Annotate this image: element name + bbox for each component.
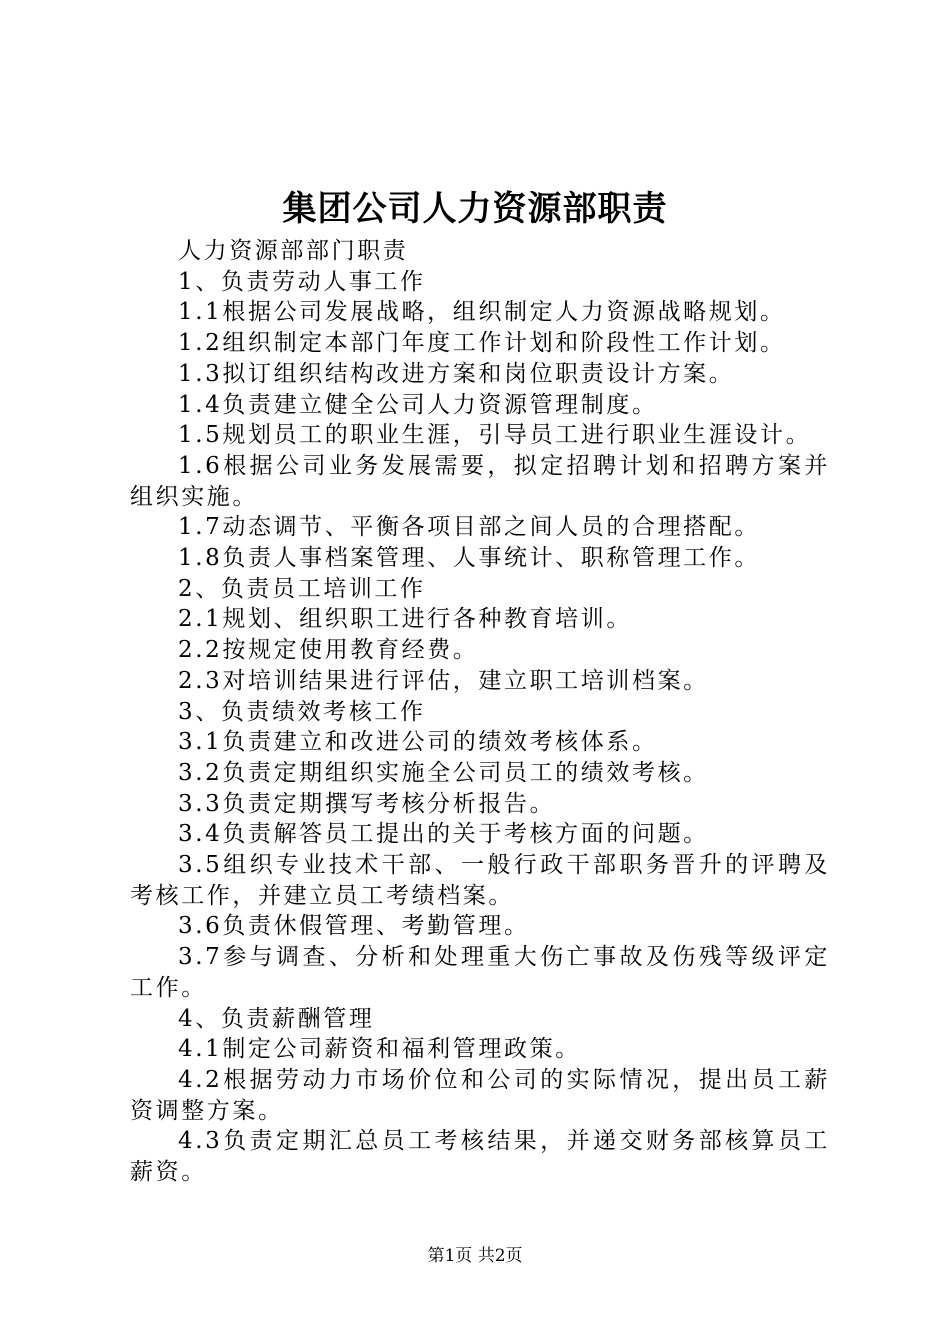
paragraph: 3.3负责定期撰写考核分析报告。 bbox=[178, 790, 556, 817]
paragraph: 3.1负责建立和改进公司的绩效考核体系。 bbox=[178, 729, 658, 756]
paragraph: 3.4负责解答员工提出的关于考核方面的问题。 bbox=[178, 821, 709, 848]
paragraph: 1.4负责建立健全公司人力资源管理制度。 bbox=[178, 391, 658, 418]
document-title: 集团公司人力资源部职责 bbox=[282, 189, 668, 229]
paragraph: 3.5组织专业技术干部、一般行政干部职务晋升的评聘及考核工作，并建立员工考绩档案。 bbox=[130, 852, 830, 909]
paragraph: 1.1根据公司发展战略，组织制定人力资源战略规划。 bbox=[178, 299, 786, 326]
page-number-footer: 第1页 共2页 bbox=[427, 1246, 523, 1266]
paragraph: 3.6负责休假管理、考勤管理。 bbox=[178, 913, 530, 940]
paragraph: 4.3负责定期汇总员工考核结果，并递交财务部核算员工薪资。 bbox=[130, 1128, 830, 1186]
document-body bbox=[130, 236, 830, 1188]
paragraph: 1.8负责人事档案管理、人事统计、职称管理工作。 bbox=[178, 545, 760, 572]
paragraph: 2.2按规定使用教育经费。 bbox=[178, 637, 479, 664]
paragraph: 1.6根据公司业务发展需要，拟定招聘计划和招聘方案并组织实施。 bbox=[130, 452, 830, 510]
paragraph: 1.7动态调节、平衡各项目部之间人员的合理搭配。 bbox=[178, 514, 760, 541]
paragraph: 4、负责薪酬管理 bbox=[178, 1005, 375, 1032]
paragraph: 1.2组织制定本部门年度工作计划和阶段性工作计划。 bbox=[178, 330, 786, 357]
paragraph: 2、负责员工培训工作 bbox=[178, 575, 426, 602]
paragraph: 2.1规划、组织职工进行各种教育培训。 bbox=[178, 606, 632, 633]
paragraph: 2.3对培训结果进行评估，建立职工培训档案。 bbox=[178, 667, 709, 694]
paragraph: 1.5规划员工的职业生涯，引导员工进行职业生涯设计。 bbox=[178, 422, 812, 449]
paragraph: 人力资源部部门职责 bbox=[178, 238, 409, 264]
paragraph: 4.2根据劳动力市场价位和公司的实际情况，提出员工薪资调整方案。 bbox=[130, 1066, 830, 1124]
paragraph: 3.2负责定期组织实施全公司员工的绩效考核。 bbox=[178, 759, 709, 786]
paragraph: 3.7参与调查、分析和处理重大伤亡事故及伤残等级评定工作。 bbox=[130, 944, 830, 1001]
paragraph: 4.1制定公司薪资和福利管理政策。 bbox=[178, 1036, 581, 1063]
paragraph: 3、负责绩效考核工作 bbox=[178, 698, 426, 725]
paragraph: 1、负责劳动人事工作 bbox=[178, 268, 426, 295]
paragraph: 1.3拟订组织结构改进方案和岗位职责设计方案。 bbox=[178, 360, 735, 387]
